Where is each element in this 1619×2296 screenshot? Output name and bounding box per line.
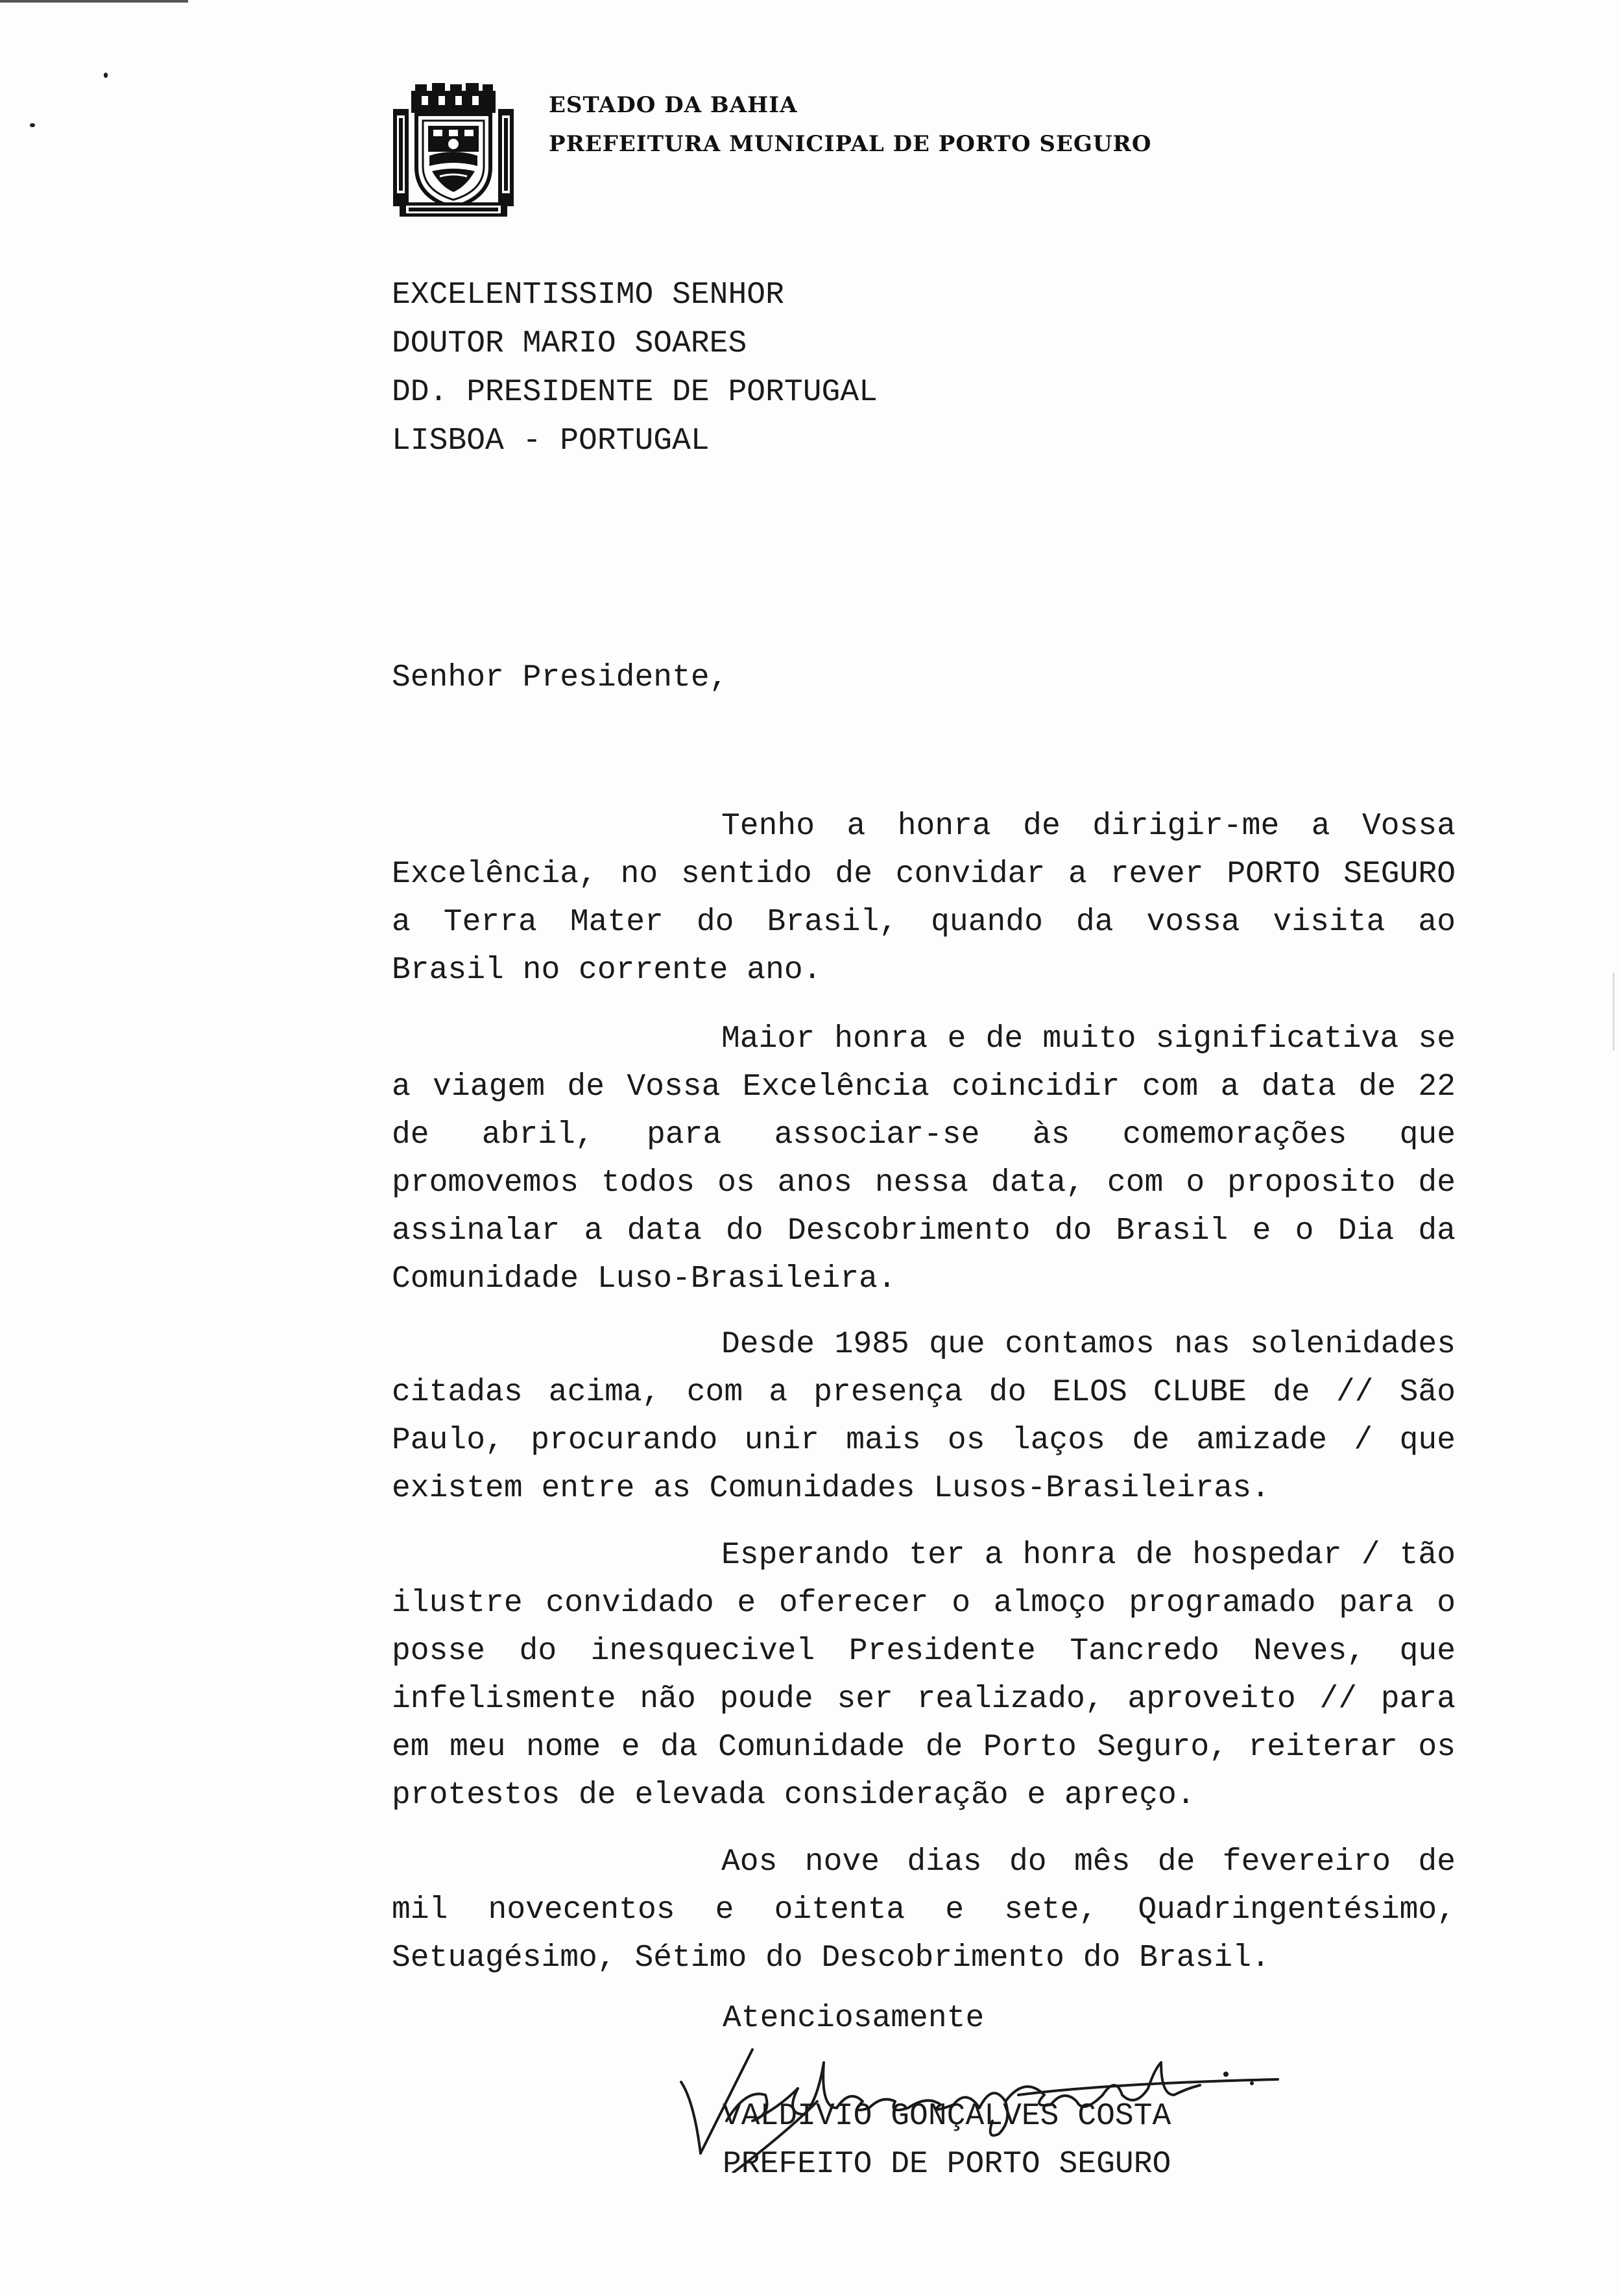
scan-edge-shadow — [1613, 973, 1614, 1051]
addressee-block — [392, 271, 878, 466]
signer-name: VALDIVIO GONÇALVES COSTA — [723, 2099, 1171, 2134]
letter-paragraph: Tenho a honra de dirigir-me a Vossa Excelência, no sentido de convidar a rever PORTO SEGURO a Terra Mater do Brasil, quando da vossa visita ao Brasil no corrente ano. — [392, 809, 1456, 988]
signer-block — [723, 2092, 1171, 2188]
letterhead-municipality: PREFEITURA MUNICIPAL DE PORTO SEGURO — [549, 131, 1152, 157]
coat-of-arms-icon — [393, 83, 514, 219]
letterhead-state: ESTADO DA BAHIA — [549, 92, 798, 118]
letter-paragraph: Desde 1985 que contamos nas solenidades citadas acima, com a presença do ELOS CLUBE de // São Paulo, procurando unir mais os laços de amizade / que existem entre as Comunidades Lusos-Brasileiras. — [392, 1327, 1456, 1506]
addressee-line: DD. PRESIDENTE DE PORTUGAL — [392, 375, 878, 410]
letter-paragraph: Maior honra e de muito significativa se a viagem de Vossa Excelência coincidir com a data de 22 de abril, para associar-se às comemorações que promovemos todos os anos nessa data, com o proposito de assinalar a data do Descobrimento do Brasil e o Dia da Comunidade Luso-Brasileira. — [392, 1022, 1456, 1297]
salutation: Senhor Presidente, — [392, 660, 728, 695]
addressee-line: DOUTOR MARIO SOARES — [392, 326, 747, 361]
scan-speck — [104, 73, 108, 78]
closing: Atenciosamente — [723, 2001, 985, 2036]
letter-paragraph: Aos nove dias do mês de fevereiro de mil novecentos e oitenta e sete, Quadringentésimo, Setuagésimo, Sétimo do Descobrimento do Brasil. — [392, 1845, 1456, 1976]
letter-paragraph: Esperando ter a honra de hospedar / tão ilustre convidado e oferecer o almoço programado para o posse do inesquecivel Presidente Tancredo Neves, que infelismente não poude ser realizado, aproveito // para em meu nome e da Comunidade de Porto Seguro, reiterar os protestos de elevada consideração e apreço. — [392, 1538, 1456, 1813]
scan-speck — [30, 123, 35, 127]
signer-title: PREFEITO DE PORTO SEGURO — [723, 2147, 1171, 2182]
addressee-line: LISBOA - PORTUGAL — [392, 424, 710, 459]
scan-border-line — [0, 0, 188, 3]
addressee-line: EXCELENTISSIMO SENHOR — [392, 278, 784, 313]
letterhead — [549, 86, 1151, 163]
